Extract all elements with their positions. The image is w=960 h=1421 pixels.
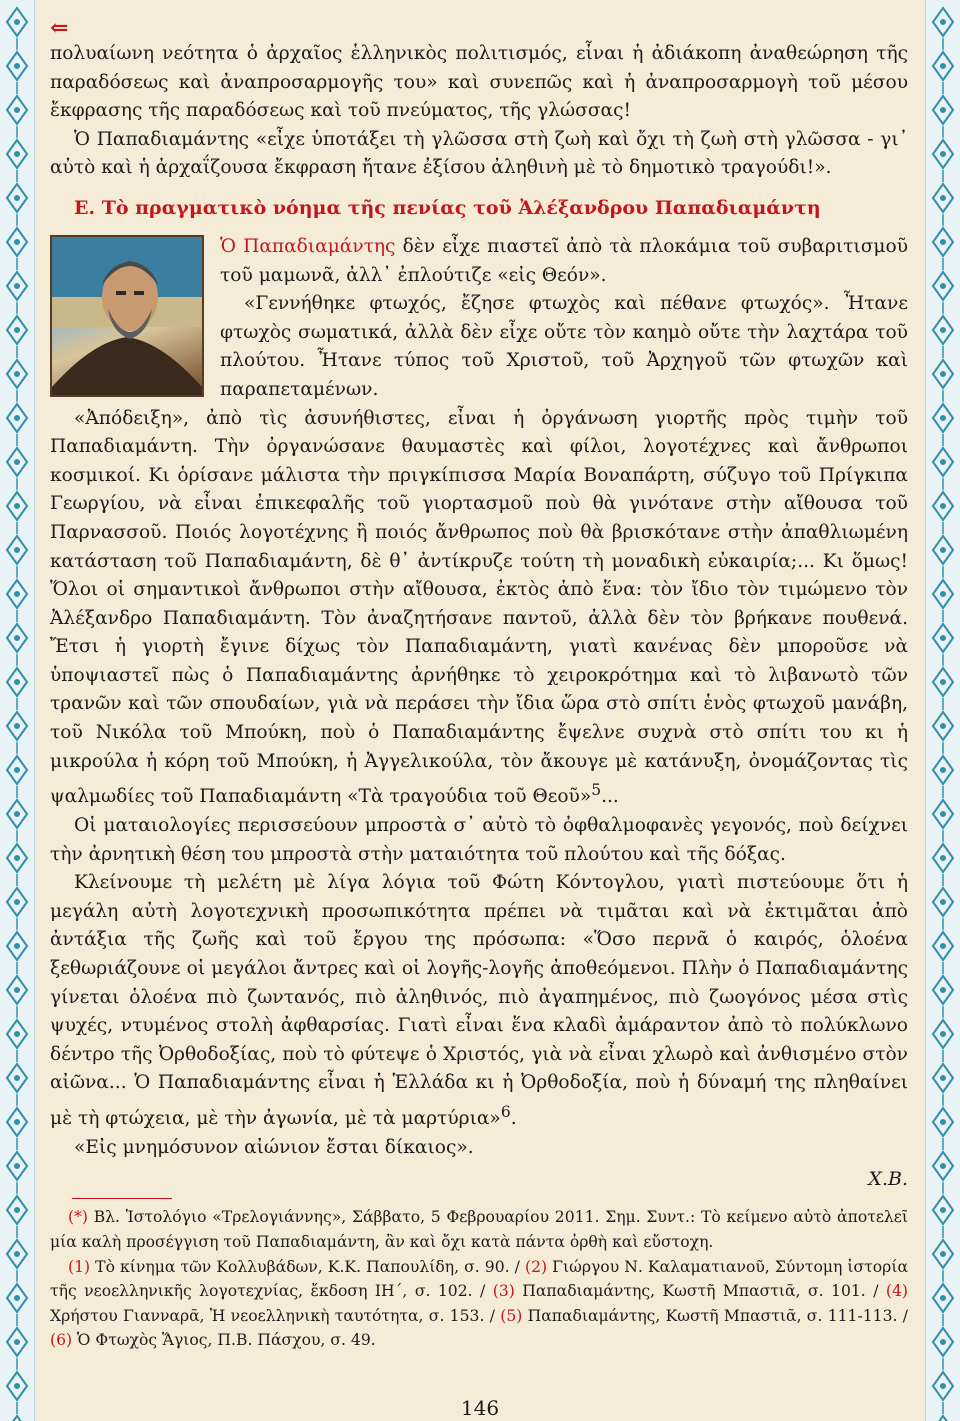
ornament-motif [933,624,953,666]
paragraph-text: δὲν εἶχε πιαστεῖ ἀπὸ τὰ πλοκάμια τοῦ συβαριτισμοῦ τοῦ μαμωνᾶ, ἀλλ᾿ ἐπλούτιζε «εἰς Θεόν». [220,235,908,286]
ornament-motif [933,8,953,50]
ornament-motif [7,1196,27,1238]
footnote-ref: 5 [591,781,602,800]
ornament-motif [933,96,953,138]
ornament-motif [933,844,953,886]
ornament-motif [7,800,27,842]
ornament-motif [933,712,953,754]
ornament-motif [933,140,953,182]
left-ornamental-border [0,0,35,1421]
ornament-motif [933,1328,953,1370]
ornament-motif [7,1108,27,1150]
ornament-motif [7,492,27,534]
ornament-motif [7,1064,27,1106]
ornament-motif [933,1108,953,1150]
paragraph: Ὁ Παπαδιαμάντης «εἶχε ὑποτάξει τὴ γλῶσσα στὴ ζωὴ καὶ ὄχι τὴ ζωὴ στὴ γλῶσσα - γι᾿ αὐτὸ καὶ ἡ ἀρχαΐζουσα ἔκφραση ἤτανε ἐξίσου ἀληθινὴ μὲ τὸ δημοτικὸ τραγούδι!». [50,128,908,179]
ornament-motif [933,360,953,402]
paragraph-text: «Ἀπόδειξη», ἀπὸ τὶς ἀσυνήθιστες, εἶναι ἡ ὀργάνωση γιορτῆς πρὸς τιμὴν τοῦ Παπαδιαμάντη. Τὴν ὀργανώσανε θαυμαστὲς καὶ φίλοι, λογοτέχνες καὶ ἄνθρωποι κοσμικοί. Κι ὁρίσανε μάλιστα τὴν πριγκίπισσα Μαρία Βοναπάρτη, σύζυγο τοῦ Πρίγκιπα Γεωργίου, νὰ εἶναι ἐπικεφαλῆς τοῦ γιορτασμοῦ ποὺ θὰ γινότανε στὴν αἴθουσα τοῦ Παρνασσοῦ. Ποιός λογοτέχνης ἢ ποιός ἄνθρωπος ποὺ θὰ βρισκότανε στὴν ἀπαθλιωμένη κατάσταση τοῦ Παπαδιαμάντη, δὲ θ᾿ ἀντίκρυζε τούτη τὴ μοναδικὴ εὐκαιρία;... Κι ὅμως! Ὅλοι οἱ σημαντικοὶ ἄνθρωποι στὴν αἴθουσα, ἐκτὸς ἀπὸ ἕνα: τὸν ἴδιο τὸν τιμώμενο τὸν Ἀλέξανδρο Παπαδιαμάντη. Τὸν ἀναζητήσανε παντοῦ, ἀλλὰ δὲν τὸν βρήκανε πουθενά. Ἔτσι ἡ γιορτὴ ἔγινε δίχως τὸν Παπαδιαμάντη, γιατὶ κανένας δὲν μποροῦσε νὰ ὑποψιαστεῖ πὼς ὁ Παπαδιαμάντης ἀρνήθηκε τὸ χειροκρότημα καὶ τὸ λιβανωτὸ τῶν τρανῶν καὶ τῶν σπουδαίων, γιὰ νὰ περάσει τὴν ἴδια ὥρα στὸ σπίτι ἑνὸς φτωχοῦ μανάβη, τοῦ Νικόλα τοῦ Μπούκη, ποὺ ὁ Παπαδιαμάντης ἔψελνε συχνὰ στὸ σπίτι του κι ἡ μικρούλα ἡ κόρη τοῦ Μπούκη, ἡ Ἀγγελικούλα, τὸν ἄκουγε μὲ κατάνυξη, ὀνομάζοντας τὶς ψαλμωδίες τοῦ Παπαδιαμάντη «Τὰ τραγούδια τοῦ Θεοῦ» [50,407,908,808]
ornament-motif [933,756,953,798]
ornament-motif [7,52,27,94]
ornament-motif [7,932,27,974]
footnote-marker: (*) [68,1208,88,1227]
footnote-marker: (2) [525,1257,548,1276]
ornament-motif [933,1196,953,1238]
ornament-motif [7,360,27,402]
footnote-text: Χρήστου Γιανναρᾶ, Ἡ νεοελληνικὴ ταυτότητα, σ. 153. / [50,1306,501,1325]
ornament-pattern-right [926,0,960,1421]
ornament-motif [933,536,953,578]
highlighted-name: Ὁ Παπαδιαμάντης [220,235,396,257]
ornament-motif [7,1328,27,1370]
ornament-pattern-left [0,0,34,1421]
ornament-motif [933,800,953,842]
footnote-marker: (4) [885,1282,908,1301]
ornament-motif [933,580,953,622]
ornament-motif [933,492,953,534]
ornament-motif [933,932,953,974]
paragraph: πολυαίωνη νεότητα ὁ ἀρχαῖος ἑλληνικὸς πολιτισμός, εἶναι ἡ ἀδιάκοπη ἀναθεώρηση τῆς παραδόσεως καὶ ἀναπροσαρμογῆς του» καὶ συνεπῶς καὶ ἡ ἀναπροσαρμογὴ τοῦ μέσου ἔκφρασης τῆς παραδόσεως καὶ τοῦ πνεύματος, τῆς γλώσσας! [50,43,908,122]
ornament-motif [933,1020,953,1062]
author-signature: Χ.Β. [868,1168,908,1191]
ornament-motif [7,844,27,886]
ornament-motif [7,96,27,138]
footnotes [50,1205,908,1353]
ornament-motif [7,1020,27,1062]
portrait-image [50,235,204,397]
footnote-text: Βλ. Ἱστολόγιο «Τρελογιάννης», Σάββατο, 5 Φεβρουαρίου 2011. Σημ. Συντ.: Τὸ κείμενο αὐτὸ ἀποτελεῖ μία καλὴ προσέγγιση τοῦ Παπαδιαμάντη, ἂν καὶ ὄχι κατὰ πάντα ὀρθὴ καὶ εὔστοχη. [50,1208,908,1251]
ornament-motif [7,184,27,226]
ornament-motif [7,228,27,270]
right-ornamental-border [925,0,960,1421]
footnote-text: Γιώργου Ν. Καλαματιανοῦ, Σύντομη ἱστορία τῆς νεοελληνικῆς λογοτεχνίας, ἔκδοση ΙΗ΄, σ. 102. / [50,1257,908,1301]
ornament-motif [7,888,27,930]
ornament-motif [7,8,27,50]
ornament-motif [933,184,953,226]
ornament-motif [7,624,27,666]
page-number: 146 [460,1396,500,1420]
footnote-ref: 6 [500,1102,511,1121]
footnote-divider [72,1198,172,1199]
footnote-text: Παπαδιαμάντης, Κωστῆ Μπαστιᾶ, σ. 101. / [514,1282,886,1301]
ornament-motif [7,756,27,798]
ornament-motif [933,668,953,710]
ornament-motif [933,448,953,490]
paragraph-text: ... [601,786,619,808]
ornament-motif [7,712,27,754]
portrait-section [50,233,908,405]
footnote-marker: (5) [500,1306,523,1325]
ornament-motif [933,52,953,94]
ornament-motif [933,976,953,1018]
ornament-motif [933,1064,953,1106]
footnote-marker: (6) [50,1331,73,1350]
paragraph: Οἱ ματαιολογίες περισσεύουν μπροστὰ σ᾿ αὐτὸ τὸ ὀφθαλμοφανὲς γεγονός, ποὺ δείχνει τὴν ἀρνητικὴ θέση του μπροστὰ στὴν ματαιότητα τοῦ πλούτου καὶ τῆς δόξας. [50,815,908,865]
ornament-motif [7,580,27,622]
ornament-motif [7,448,27,490]
ornament-motif [933,228,953,270]
paragraph [50,405,908,813]
ornament-motif [933,272,953,314]
paragraph: «Γεννήθηκε φτωχός, ἔζησε φτωχὸς καὶ πέθανε φτωχός». Ἦτανε φτωχὸς σωματικά, ἀλλὰ δὲν εἶχε οὔτε τὸν καημὸ οὔτε τὴν λαχτάρα τοῦ πλούτου. Ἦτανε τύπος τοῦ Χριστοῦ, τοῦ Ἀρχηγοῦ τῶν φτωχῶν καὶ παραπεταμένων. [220,293,908,400]
footnote-marker: (3) [492,1282,515,1301]
ornament-motif [933,1284,953,1326]
paragraph-text: Κλείνουμε τὴ μελέτη μὲ λίγα λόγια τοῦ Φώτη Κόντογλου, γιατὶ πιστεύουμε ὅτι ἡ μεγάλη αὐτὴ λογοτεχνικὴ προσωπικότητα πρέπει νὰ τιμᾶται καὶ νὰ ἐκτιμᾶται ἀπὸ ἀντάξια τῆς ζωῆς καὶ τοῦ ἔργου της πρόσωπα: «Ὅσο περνᾶ ὁ καιρός, ὁλοένα ξεθωριάζουνε οἱ μεγάλοι ἄντρες καὶ οἱ λογῆς-λογῆς ἀποθεόμενοι. Πλὴν ὁ Παπαδιαμάντης γίνεται ὁλοένα πιὸ ζωντανός, πιὸ ἀληθινός, πιὸ ἀγαπημένος, πιὸ ζωογόνος μέσα στὶς ψυχές, ντυμένος στολὴ ἀφθαρσίας. Γιατὶ εἶναι ἕνα κλαδὶ ἀμάραντον ἀπὸ τὸ πολύκλωνο δέντρο τῆς Ὀρθοδοξίας, ποὺ τὸ φύτεψε ὁ Χριστός, γιὰ νὰ εἶναι χλωρὸ καὶ ἀνθισμένο στὸν αἰῶνα... Ὁ Παπαδιαμάντης εἶναι ἡ Ἑλλάδα κι ἡ Ὀρθοδοξία, ποὺ ἡ δύναμή της πληθαίνει μὲ τὴ φτώχεια, μὲ τὴν ἀγωνία, μὲ τὰ μαρτύρια» [50,872,908,1130]
back-arrow-icon[interactable]: ⇐ [50,15,69,41]
ornament-motif [933,888,953,930]
ornament-motif [7,316,27,358]
portrait-illustration [52,237,202,395]
paragraph-text: . [510,1108,517,1130]
ornament-motif [7,140,27,182]
ornament-motif [7,272,27,314]
ornament-motif [933,1240,953,1282]
footnote-text: Ὁ Φτωχὸς Ἅγιος, Π.Β. Πάσχου, σ. 49. [72,1331,376,1350]
ornament-motif [7,668,27,710]
ornament-motif [7,1152,27,1194]
ornament-motif [7,536,27,578]
paragraph [50,869,908,1134]
ornament-motif [933,316,953,358]
paragraph: «Εἰς μνημόσυνον αἰώνιον ἔσται δίκαιος». [74,1136,474,1158]
footnote-marker: (1) [68,1257,91,1276]
ornament-motif [933,404,953,446]
section-heading: Ε. Τὸ πραγματικὸ νόημα τῆς πενίας τοῦ Ἀλέξανδρου Παπαδιαμάντη [74,196,821,219]
ornament-motif [7,1284,27,1326]
footnote-text: Παπαδιαμάντης, Κωστῆ Μπαστιᾶ, σ. 111-113. / [522,1306,908,1325]
ornament-motif [7,976,27,1018]
footnote-text: Τὸ κίνημα τῶν Κολλυβάδων, Κ.Κ. Παπουλίδη, σ. 90. / [90,1257,525,1276]
ornament-motif [7,404,27,446]
ornament-motif [7,1240,27,1282]
article-body [50,16,908,1353]
ornament-motif [933,1152,953,1194]
